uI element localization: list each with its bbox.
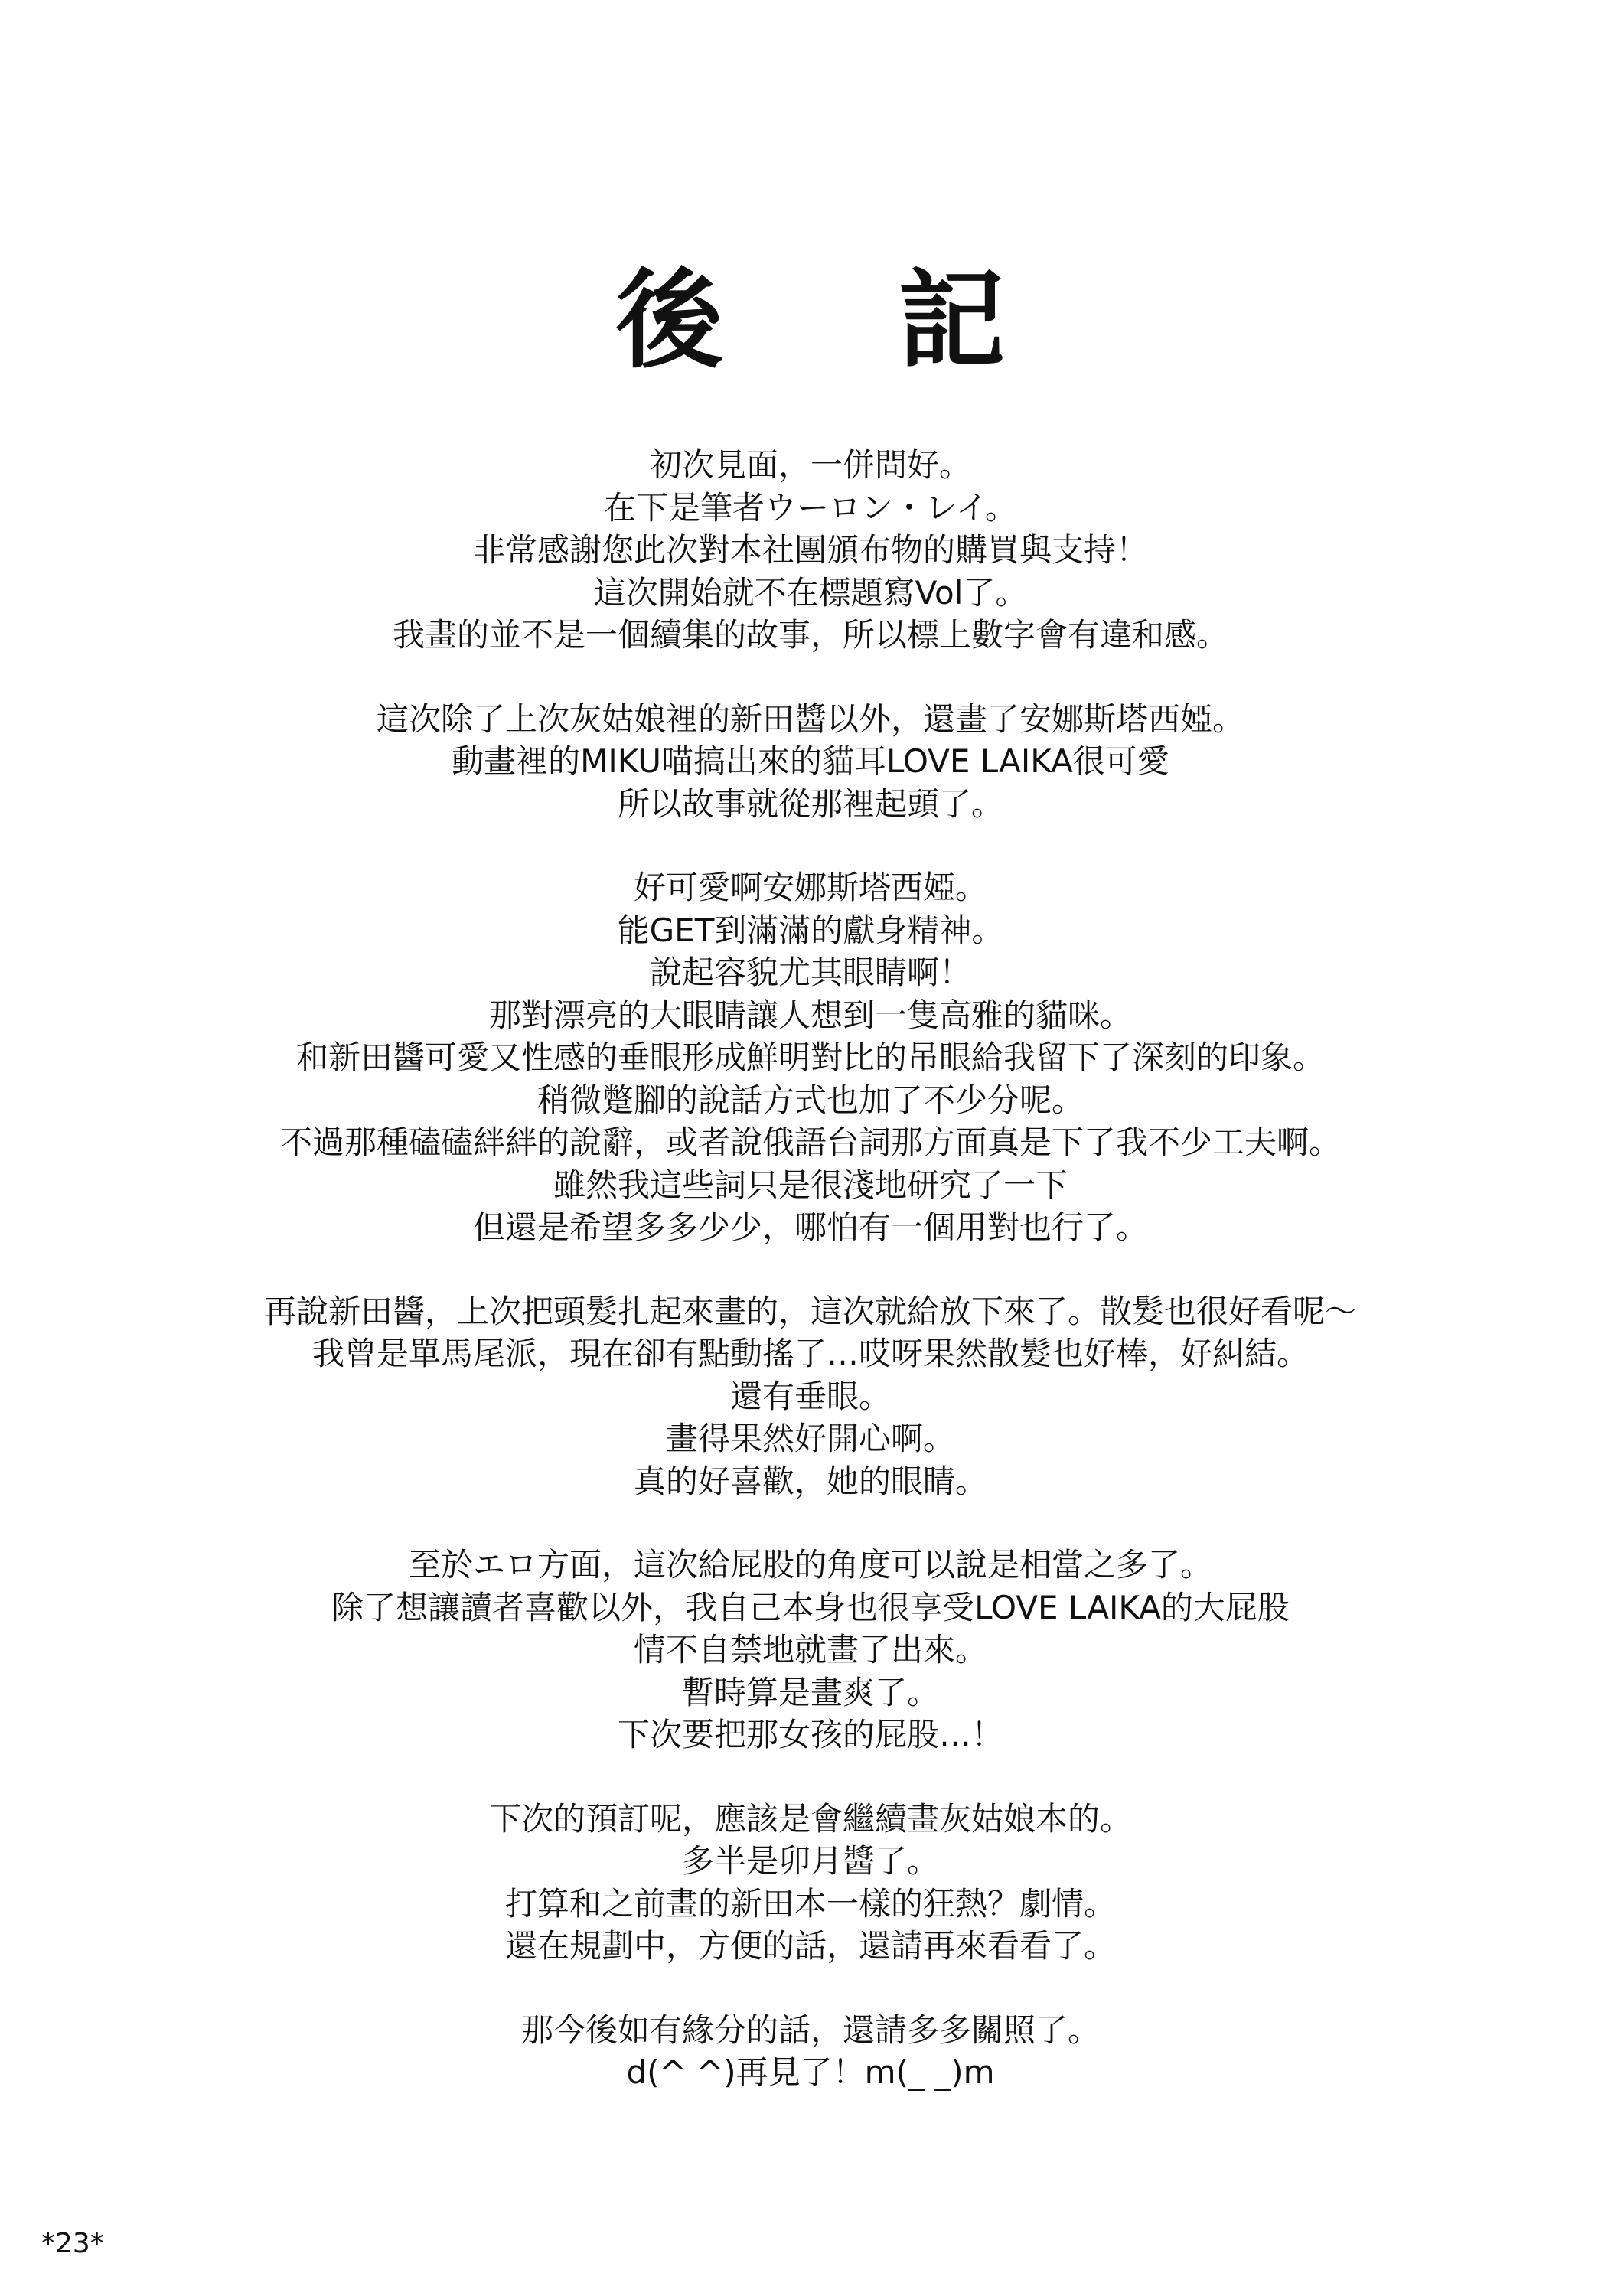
text-line: 我畫的並不是一個續集的故事，所以標上數字會有違和感。 bbox=[392, 616, 1228, 654]
text-line: 但還是希望多多少少，哪怕有一個用對也行了。 bbox=[472, 1208, 1148, 1246]
text-line: 下次的預訂呢，應該是會繼續畫灰姑娘本的。 bbox=[488, 1799, 1132, 1838]
text-line: 畫得果然好開心啊。 bbox=[665, 1420, 955, 1457]
afterword-body bbox=[0, 444, 1621, 2135]
paragraph-nitta bbox=[0, 1290, 1621, 1503]
text-line: 那對漂亮的大眼睛讓人想到一隻高雅的貓咪。 bbox=[488, 996, 1132, 1034]
text-line: 真的好喜歡，她的眼睛。 bbox=[633, 1462, 987, 1500]
text-line: 除了想讓讀者喜歡以外，我自己本身也很享受LOVE LAIKA的大屁股 bbox=[331, 1588, 1290, 1626]
text-line: 打算和之前畫的新田本一樣的狂熱？劇情。 bbox=[504, 1884, 1116, 1923]
text-line: 不過那種磕磕絆絆的說辭，或者說俄語台詞那方面真是下了我不少工夫啊。 bbox=[279, 1124, 1341, 1161]
text-line: 和新田醬可愛又性感的垂眼形成鮮明對比的吊眼給我留下了深刻的印象。 bbox=[295, 1039, 1325, 1076]
paragraph-next-plan bbox=[0, 1798, 1621, 1968]
text-line: 我曾是單馬尾派，現在卻有點動搖了…哎呀果然散髮也好棒，好糾結。 bbox=[311, 1335, 1309, 1372]
text-line: 還有垂眼。 bbox=[729, 1377, 891, 1415]
text-line: 非常感謝您此次對本社團頒布物的購買與支持！ bbox=[472, 531, 1148, 569]
page-title: 後 記 bbox=[615, 259, 1075, 383]
text-line: 說起容貌尤其眼睛啊！ bbox=[649, 954, 971, 991]
text-line: 這次開始就不在標題寫Vol了。 bbox=[593, 573, 1028, 612]
text-line: 稍微蹩腳的說話方式也加了不少分呢。 bbox=[537, 1081, 1084, 1119]
paragraph-anastasia bbox=[0, 866, 1621, 1249]
text-line: 那今後如有緣分的話，還請多多關照了。 bbox=[520, 2011, 1100, 2049]
text-line: 所以故事就從那裡起頭了。 bbox=[617, 784, 1003, 823]
text-line: 初次見面，一併問好。 bbox=[649, 446, 971, 484]
text-line: 雖然我這些詞只是很淺地研究了一下 bbox=[553, 1166, 1068, 1204]
paragraph-farewell bbox=[0, 2009, 1621, 2094]
text-line: 能GET到滿滿的獻身精神。 bbox=[617, 911, 1004, 949]
text-line: 在下是筆者ウーロン・レイ。 bbox=[603, 488, 1018, 527]
text-line: 暫時算是畫爽了。 bbox=[681, 1673, 939, 1711]
text-line: 動畫裡的MIKU喵搞出來的貓耳LOVE LAIKA很可愛 bbox=[452, 742, 1169, 780]
paragraph-story-origin bbox=[0, 698, 1621, 826]
text-line: 再說新田醬，上次把頭髮扎起來畫的，這次就給放下來了。散髮也很好看呢～ bbox=[263, 1292, 1357, 1330]
page-number: *23* bbox=[41, 2228, 104, 2259]
text-line: 還在規劃中，方便的話，還請再來看看了。 bbox=[504, 1927, 1116, 1965]
text-line: d(^ ^)再見了！m(_ _)m bbox=[626, 2053, 995, 2091]
text-line: 這次除了上次灰姑娘裡的新田醬以外，還畫了安娜斯塔西婭。 bbox=[376, 700, 1244, 738]
paragraph-ero bbox=[0, 1544, 1621, 1756]
text-line: 多半是卯月醬了。 bbox=[681, 1842, 939, 1880]
paragraph-greeting bbox=[0, 444, 1621, 657]
text-line: 下次要把那女孩的屁股…！ bbox=[617, 1716, 1003, 1753]
text-line: 好可愛啊安娜斯塔西婭。 bbox=[633, 869, 987, 906]
text-line: 情不自禁地就畫了出來。 bbox=[633, 1631, 987, 1668]
text-line: 至於エロ方面，這次給屁股的角度可以說是相當之多了。 bbox=[408, 1546, 1212, 1583]
